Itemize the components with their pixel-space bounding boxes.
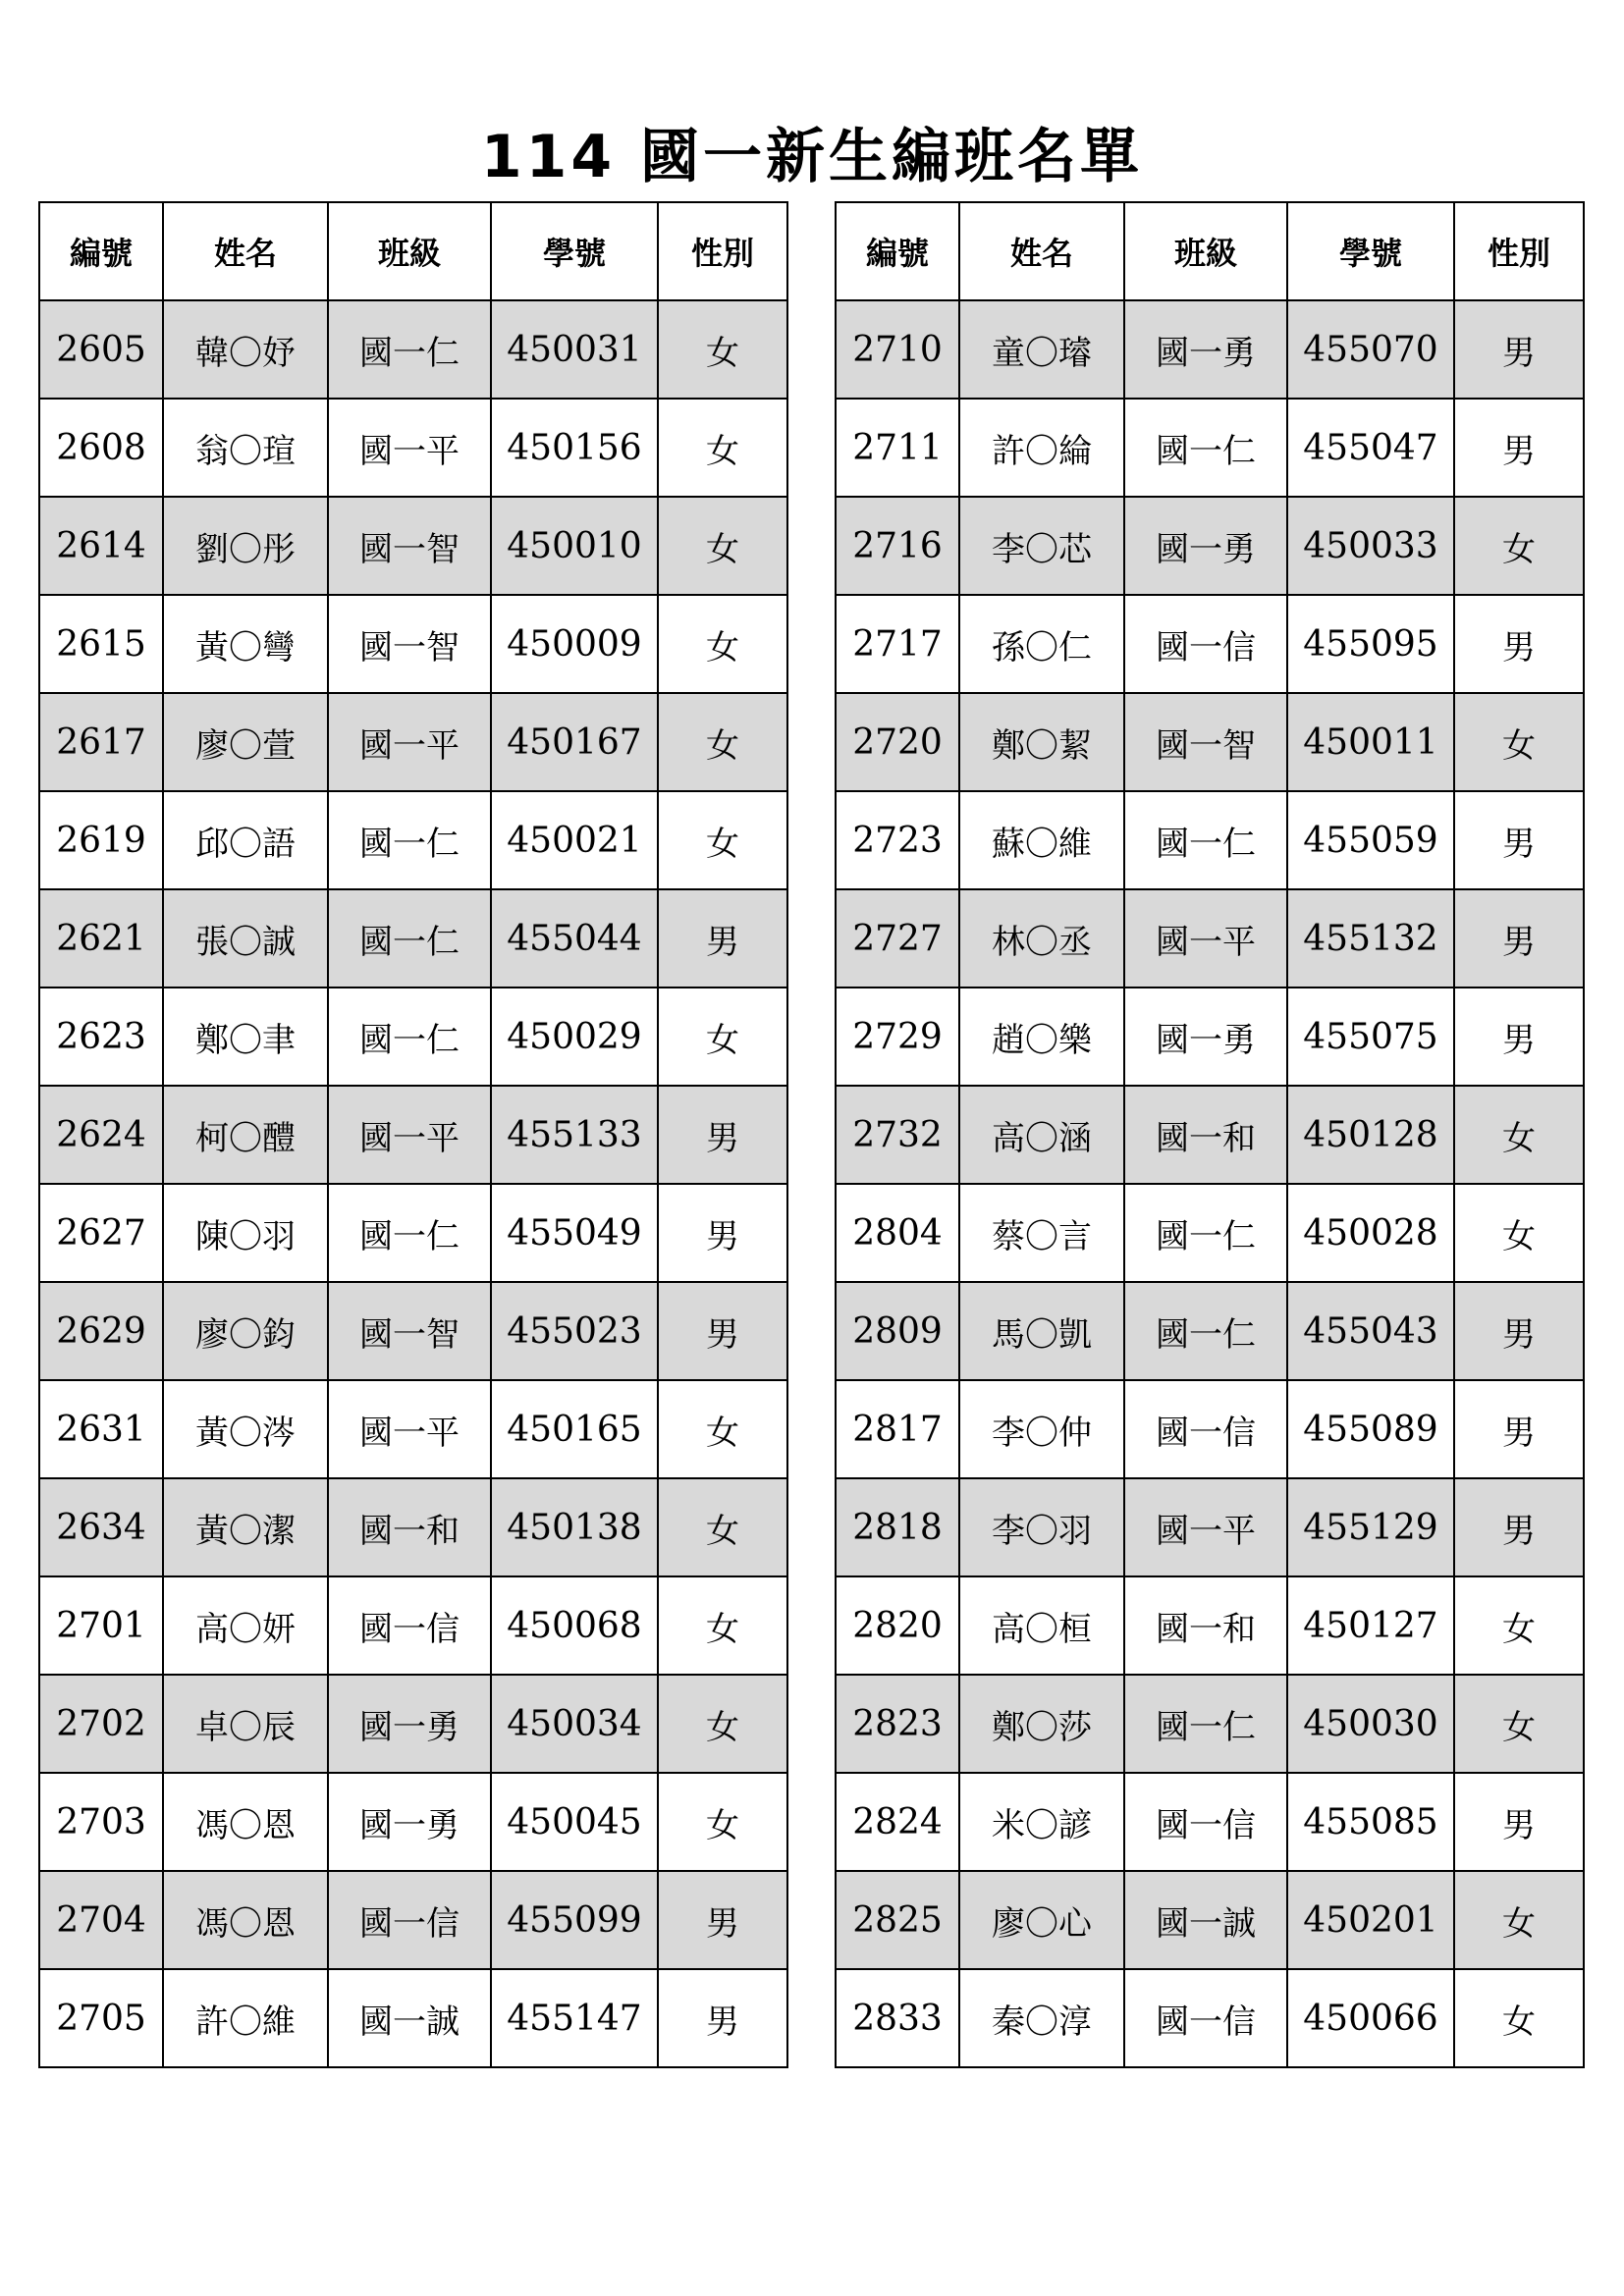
cell-number: 2617 (39, 693, 163, 791)
table-row (39, 693, 787, 791)
header-student-id: 學號 (1287, 202, 1454, 300)
cell-student-id: 450034 (491, 1675, 658, 1773)
cell-student-id: 450029 (491, 988, 658, 1086)
cell-gender: 女 (1454, 1576, 1584, 1675)
cell-gender: 女 (1454, 1086, 1584, 1184)
cell-number: 2629 (39, 1282, 163, 1380)
table-row (39, 595, 787, 693)
cell-gender: 男 (1454, 1773, 1584, 1871)
cell-gender: 女 (1454, 1675, 1584, 1773)
cell-gender: 男 (1454, 1478, 1584, 1576)
cell-name: 許〇綸 (959, 399, 1124, 497)
cell-class: 國一仁 (328, 988, 491, 1086)
header-class: 班級 (1124, 202, 1287, 300)
cell-number: 2614 (39, 497, 163, 595)
cell-class: 國一勇 (328, 1773, 491, 1871)
table-row (836, 1478, 1584, 1576)
cell-student-id: 455089 (1287, 1380, 1454, 1478)
cell-number: 2732 (836, 1086, 959, 1184)
cell-number: 2804 (836, 1184, 959, 1282)
roster-table-left (38, 201, 788, 2068)
cell-gender: 女 (658, 1576, 787, 1675)
cell-name: 李〇羽 (959, 1478, 1124, 1576)
table-row (39, 1086, 787, 1184)
header-number: 編號 (39, 202, 163, 300)
cell-name: 蘇〇維 (959, 791, 1124, 889)
cell-student-id: 450127 (1287, 1576, 1454, 1675)
cell-number: 2710 (836, 300, 959, 399)
cell-student-id: 450021 (491, 791, 658, 889)
cell-number: 2711 (836, 399, 959, 497)
cell-gender: 女 (658, 399, 787, 497)
cell-class: 國一平 (1124, 1478, 1287, 1576)
cell-gender: 男 (1454, 988, 1584, 1086)
cell-number: 2833 (836, 1969, 959, 2067)
cell-name: 趙〇樂 (959, 988, 1124, 1086)
cell-class: 國一信 (328, 1576, 491, 1675)
cell-number: 2631 (39, 1380, 163, 1478)
cell-number: 2624 (39, 1086, 163, 1184)
table-row (836, 791, 1584, 889)
cell-class: 國一仁 (1124, 1675, 1287, 1773)
cell-student-id: 455023 (491, 1282, 658, 1380)
cell-name: 黃〇彎 (163, 595, 328, 693)
cell-gender: 男 (658, 1086, 787, 1184)
cell-name: 高〇涵 (959, 1086, 1124, 1184)
cell-name: 陳〇羽 (163, 1184, 328, 1282)
cell-name: 鄭〇聿 (163, 988, 328, 1086)
cell-gender: 女 (658, 988, 787, 1086)
table-row (836, 399, 1584, 497)
cell-gender: 女 (658, 300, 787, 399)
cell-name: 秦〇淳 (959, 1969, 1124, 2067)
cell-number: 2818 (836, 1478, 959, 1576)
cell-number: 2820 (836, 1576, 959, 1675)
cell-name: 馬〇凱 (959, 1282, 1124, 1380)
header-gender: 性別 (658, 202, 787, 300)
table-row (836, 1871, 1584, 1969)
cell-student-id: 450028 (1287, 1184, 1454, 1282)
cell-class: 國一平 (328, 1086, 491, 1184)
roster-rows-left (39, 300, 787, 2067)
cell-number: 2717 (836, 595, 959, 693)
cell-class: 國一誠 (328, 1969, 491, 2067)
cell-class: 國一信 (1124, 1969, 1287, 2067)
cell-name: 鄭〇絜 (959, 693, 1124, 791)
cell-number: 2727 (836, 889, 959, 988)
cell-class: 國一信 (1124, 1773, 1287, 1871)
cell-class: 國一仁 (1124, 1184, 1287, 1282)
cell-gender: 女 (1454, 1184, 1584, 1282)
cell-gender: 男 (1454, 1282, 1584, 1380)
table-row (39, 1773, 787, 1871)
cell-number: 2817 (836, 1380, 959, 1478)
header-student-id: 學號 (491, 202, 658, 300)
cell-class: 國一仁 (328, 791, 491, 889)
table-row (836, 595, 1584, 693)
cell-number: 2627 (39, 1184, 163, 1282)
cell-student-id: 450011 (1287, 693, 1454, 791)
cell-student-id: 450201 (1287, 1871, 1454, 1969)
cell-class: 國一勇 (1124, 300, 1287, 399)
cell-student-id: 455099 (491, 1871, 658, 1969)
cell-number: 2615 (39, 595, 163, 693)
table-row (836, 1282, 1584, 1380)
cell-name: 柯〇醴 (163, 1086, 328, 1184)
cell-class: 國一勇 (328, 1675, 491, 1773)
cell-class: 國一仁 (1124, 399, 1287, 497)
cell-gender: 女 (1454, 693, 1584, 791)
cell-class: 國一仁 (328, 300, 491, 399)
cell-student-id: 450009 (491, 595, 658, 693)
cell-gender: 女 (658, 791, 787, 889)
cell-class: 國一誠 (1124, 1871, 1287, 1969)
cell-class: 國一平 (1124, 889, 1287, 988)
cell-student-id: 455070 (1287, 300, 1454, 399)
cell-number: 2608 (39, 399, 163, 497)
table-header-row (836, 202, 1584, 300)
cell-gender: 女 (1454, 1871, 1584, 1969)
table-row (39, 300, 787, 399)
cell-student-id: 455075 (1287, 988, 1454, 1086)
cell-student-id: 450033 (1287, 497, 1454, 595)
cell-gender: 男 (1454, 791, 1584, 889)
cell-gender: 男 (1454, 399, 1584, 497)
table-row (39, 791, 787, 889)
cell-class: 國一和 (1124, 1086, 1287, 1184)
cell-student-id: 455049 (491, 1184, 658, 1282)
cell-student-id: 455085 (1287, 1773, 1454, 1871)
cell-name: 劉〇彤 (163, 497, 328, 595)
cell-student-id: 455129 (1287, 1478, 1454, 1576)
table-header-row (39, 202, 787, 300)
cell-class: 國一智 (328, 595, 491, 693)
table-row (39, 1576, 787, 1675)
cell-name: 許〇維 (163, 1969, 328, 2067)
cell-name: 蔡〇言 (959, 1184, 1124, 1282)
cell-number: 2716 (836, 497, 959, 595)
roster-rows-right (836, 300, 1584, 2067)
cell-number: 2623 (39, 988, 163, 1086)
cell-gender: 女 (1454, 1969, 1584, 2067)
table-row (836, 497, 1584, 595)
cell-student-id: 455095 (1287, 595, 1454, 693)
cell-class: 國一平 (328, 1380, 491, 1478)
table-row (39, 1184, 787, 1282)
cell-class: 國一仁 (1124, 791, 1287, 889)
cell-name: 馮〇恩 (163, 1871, 328, 1969)
cell-class: 國一平 (328, 693, 491, 791)
cell-name: 黃〇涔 (163, 1380, 328, 1478)
cell-student-id: 450066 (1287, 1969, 1454, 2067)
table-row (39, 889, 787, 988)
cell-gender: 男 (1454, 889, 1584, 988)
cell-number: 2634 (39, 1478, 163, 1576)
cell-name: 黃〇潔 (163, 1478, 328, 1576)
cell-name: 李〇仲 (959, 1380, 1124, 1478)
cell-number: 2701 (39, 1576, 163, 1675)
cell-gender: 男 (658, 1969, 787, 2067)
cell-gender: 男 (658, 1184, 787, 1282)
cell-student-id: 450128 (1287, 1086, 1454, 1184)
cell-student-id: 450068 (491, 1576, 658, 1675)
cell-gender: 女 (658, 1675, 787, 1773)
cell-name: 童〇璿 (959, 300, 1124, 399)
cell-gender: 女 (658, 595, 787, 693)
cell-class: 國一信 (328, 1871, 491, 1969)
cell-number: 2720 (836, 693, 959, 791)
cell-class: 國一和 (1124, 1576, 1287, 1675)
cell-number: 2703 (39, 1773, 163, 1871)
cell-number: 2809 (836, 1282, 959, 1380)
table-row (836, 988, 1584, 1086)
cell-gender: 女 (658, 497, 787, 595)
cell-student-id: 455133 (491, 1086, 658, 1184)
cell-name: 邱〇語 (163, 791, 328, 889)
cell-gender: 男 (658, 1282, 787, 1380)
cell-name: 卓〇辰 (163, 1675, 328, 1773)
cell-student-id: 455132 (1287, 889, 1454, 988)
table-row (39, 1380, 787, 1478)
cell-gender: 男 (658, 889, 787, 988)
cell-class: 國一信 (1124, 595, 1287, 693)
cell-student-id: 455044 (491, 889, 658, 988)
cell-student-id: 450156 (491, 399, 658, 497)
cell-class: 國一和 (328, 1478, 491, 1576)
header-name: 姓名 (959, 202, 1124, 300)
table-row (836, 1576, 1584, 1675)
cell-gender: 女 (658, 693, 787, 791)
cell-number: 2621 (39, 889, 163, 988)
cell-gender: 男 (658, 1871, 787, 1969)
cell-gender: 女 (1454, 497, 1584, 595)
cell-class: 國一智 (328, 1282, 491, 1380)
cell-number: 2824 (836, 1773, 959, 1871)
cell-class: 國一平 (328, 399, 491, 497)
table-row (39, 1675, 787, 1773)
table-row (836, 889, 1584, 988)
cell-name: 馮〇恩 (163, 1773, 328, 1871)
cell-number: 2702 (39, 1675, 163, 1773)
header-class: 班級 (328, 202, 491, 300)
cell-student-id: 450165 (491, 1380, 658, 1478)
cell-student-id: 455059 (1287, 791, 1454, 889)
cell-gender: 女 (658, 1380, 787, 1478)
cell-number: 2723 (836, 791, 959, 889)
cell-number: 2605 (39, 300, 163, 399)
roster-table-right (835, 201, 1585, 2068)
cell-number: 2619 (39, 791, 163, 889)
cell-class: 國一勇 (1124, 988, 1287, 1086)
table-row (836, 1380, 1584, 1478)
cell-student-id: 450010 (491, 497, 658, 595)
cell-name: 韓〇妤 (163, 300, 328, 399)
header-name: 姓名 (163, 202, 328, 300)
cell-name: 翁〇瑄 (163, 399, 328, 497)
cell-class: 國一仁 (328, 889, 491, 988)
table-row (39, 1969, 787, 2067)
cell-number: 2705 (39, 1969, 163, 2067)
table-row (836, 1675, 1584, 1773)
cell-gender: 女 (658, 1478, 787, 1576)
cell-name: 米〇諺 (959, 1773, 1124, 1871)
cell-gender: 女 (658, 1773, 787, 1871)
cell-name: 廖〇萱 (163, 693, 328, 791)
cell-student-id: 455047 (1287, 399, 1454, 497)
cell-gender: 男 (1454, 1380, 1584, 1478)
cell-student-id: 450138 (491, 1478, 658, 1576)
table-row (39, 399, 787, 497)
table-row (836, 1184, 1584, 1282)
table-row (39, 1282, 787, 1380)
cell-name: 鄭〇莎 (959, 1675, 1124, 1773)
cell-class: 國一勇 (1124, 497, 1287, 595)
cell-class: 國一信 (1124, 1380, 1287, 1478)
cell-name: 李〇芯 (959, 497, 1124, 595)
cell-name: 高〇桓 (959, 1576, 1124, 1675)
cell-student-id: 455043 (1287, 1282, 1454, 1380)
cell-name: 高〇妍 (163, 1576, 328, 1675)
table-row (39, 988, 787, 1086)
page-title: 114 國一新生編班名單 (480, 123, 1144, 191)
cell-class: 國一智 (328, 497, 491, 595)
cell-student-id: 450031 (491, 300, 658, 399)
table-row (836, 1773, 1584, 1871)
cell-student-id: 450045 (491, 1773, 658, 1871)
table-row (836, 300, 1584, 399)
cell-name: 廖〇鈞 (163, 1282, 328, 1380)
header-gender: 性別 (1454, 202, 1584, 300)
table-row (39, 1871, 787, 1969)
cell-class: 國一仁 (1124, 1282, 1287, 1380)
table-row (39, 1478, 787, 1576)
table-row (836, 1086, 1584, 1184)
cell-student-id: 455147 (491, 1969, 658, 2067)
cell-student-id: 450167 (491, 693, 658, 791)
cell-class: 國一仁 (328, 1184, 491, 1282)
cell-gender: 男 (1454, 300, 1584, 399)
table-row (836, 1969, 1584, 2067)
cell-name: 林〇丞 (959, 889, 1124, 988)
cell-name: 孫〇仁 (959, 595, 1124, 693)
cell-gender: 男 (1454, 595, 1584, 693)
header-number: 編號 (836, 202, 959, 300)
cell-number: 2823 (836, 1675, 959, 1773)
cell-number: 2729 (836, 988, 959, 1086)
table-row (836, 693, 1584, 791)
cell-class: 國一智 (1124, 693, 1287, 791)
table-row (39, 497, 787, 595)
cell-number: 2704 (39, 1871, 163, 1969)
cell-name: 張〇誠 (163, 889, 328, 988)
cell-student-id: 450030 (1287, 1675, 1454, 1773)
cell-name: 廖〇心 (959, 1871, 1124, 1969)
cell-number: 2825 (836, 1871, 959, 1969)
